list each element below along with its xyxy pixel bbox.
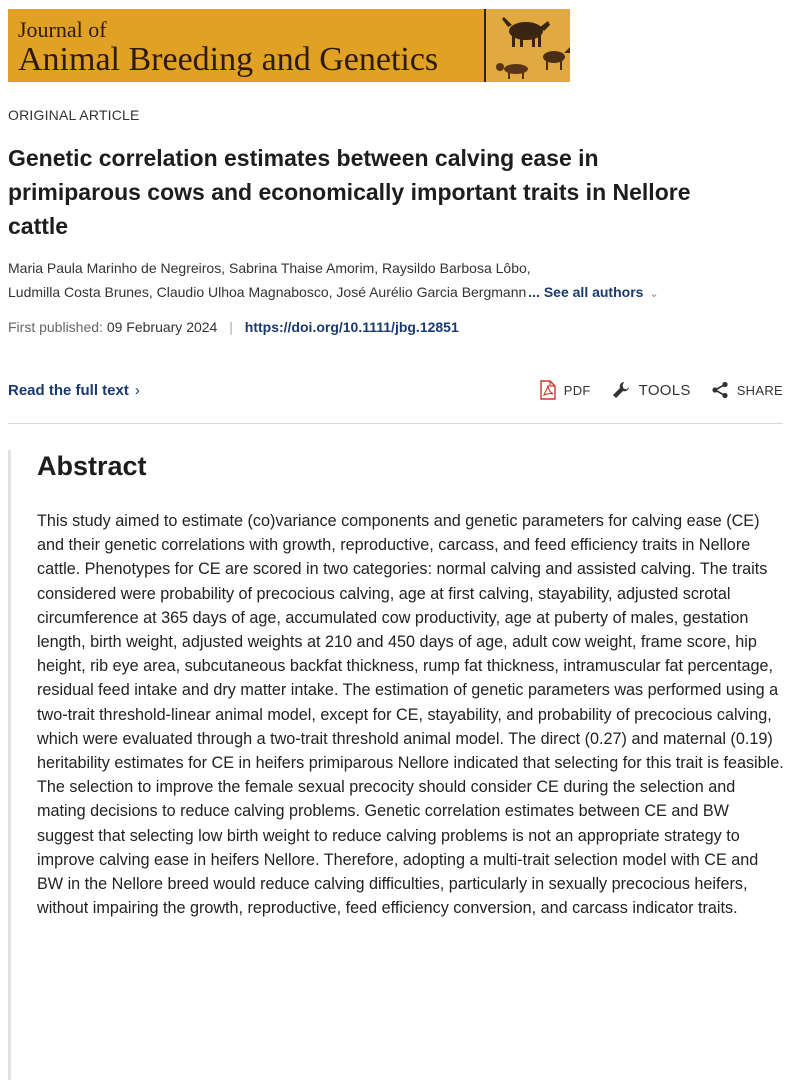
see-all-authors-link[interactable]: ... See all authors [528, 284, 644, 300]
journal-banner[interactable] [8, 9, 570, 82]
abstract-text: This study aimed to estimate (co)variance components and genetic parameters for calving ease (CE) and their genetic correlations with growth, reproductive, carcass, and feed efficiency traits in Nellore cattle. Phenotypes for CE are scored in two categories: normal calving and assisted calving. The traits considered were probability of precocious calving, age at first calving, stayability, adjusted scrotal circumference at 365 days of age, accumulated cow productivity, age at puberty of males, gestation length, birth weight, adjusted weights at 210 and 450 days of age, adult cow weight, frame score, hip height, rib eye area, subcutaneous backfat thickness, rump fat thickness, intramuscular fat percentage, residual feed intake and dry matter intake. The estimation of genetic parameters was performed using a two-trait threshold-linear animal model, except for CE, stayability, and probability of precocious calving, which were evaluated through a two-trait threshold animal model. The direct (0.27) and maternal (0.19) heritability estimates for CE in heifers primiparous Nellore indicated that selecting for this trait is feasible. The selection to improve the female sexual precocity should consider CE during the selection and mating decisions to reduce calving problems. Genetic correlation estimates between CE and BW suggest that selecting low birth weight to reduce calving problems is not an appropriate strategy to improve calving ease in heifers Nellore. Therefore, adopting a multi-trait selection model with CE and BW in the Nellore breed would reduce calving difficulties, particularly in sexually precocious heifers, without impairing the growth, reproductive, feed efficiency conversion, and carcass indicator traits. [37, 512, 784, 918]
pdf-file-icon [540, 380, 556, 400]
publication-info [8, 319, 459, 335]
section-divider [8, 423, 783, 424]
article-type: ORIGINAL ARTICLE [8, 107, 140, 123]
chevron-down-icon[interactable]: ⌄ [649, 288, 659, 300]
pdf-button[interactable] [540, 380, 591, 400]
journal-name-line2: Animal Breeding and Genetics [18, 41, 439, 78]
tools-button[interactable] [611, 380, 691, 400]
first-published-date: 09 February 2024 [106, 319, 218, 335]
authors-line-2 [8, 280, 793, 306]
author-list [8, 256, 793, 306]
article-title: Genetic correlation estimates between calving ease in primiparous cows and economically important traits in Nellore cattle [8, 145, 691, 239]
share-icon [711, 381, 729, 399]
authors-line-2-text: Ludmilla Costa Brunes, Claudio Ulhoa Magnabosco, José Aurélio Garcia Bergmann [8, 284, 527, 300]
wrench-icon [611, 380, 631, 400]
abstract-heading: Abstract [37, 451, 147, 481]
tools-label: TOOLS [638, 381, 691, 399]
first-published-label: First published: [8, 319, 103, 335]
journal-name-line1: Journal of [18, 17, 107, 42]
share-label: SHARE [736, 382, 783, 398]
authors-line-1: Maria Paula Marinho de Negreiros, Sabrina Thaise Amorim, Raysildo Barbosa Lôbo, [8, 260, 531, 276]
abstract-section [8, 450, 783, 1080]
pdf-label: PDF [563, 382, 591, 398]
doi-link[interactable]: https://doi.org/10.1111/jbg.12851 [244, 319, 459, 335]
cave-painting-animals-image [486, 9, 570, 82]
share-button[interactable] [711, 381, 783, 399]
chevron-right-icon: › [134, 382, 140, 399]
article-toolbar [520, 380, 783, 400]
separator: | [229, 319, 233, 335]
read-full-text-link[interactable] [8, 382, 140, 399]
read-full-text-label: Read the full text [8, 382, 129, 399]
